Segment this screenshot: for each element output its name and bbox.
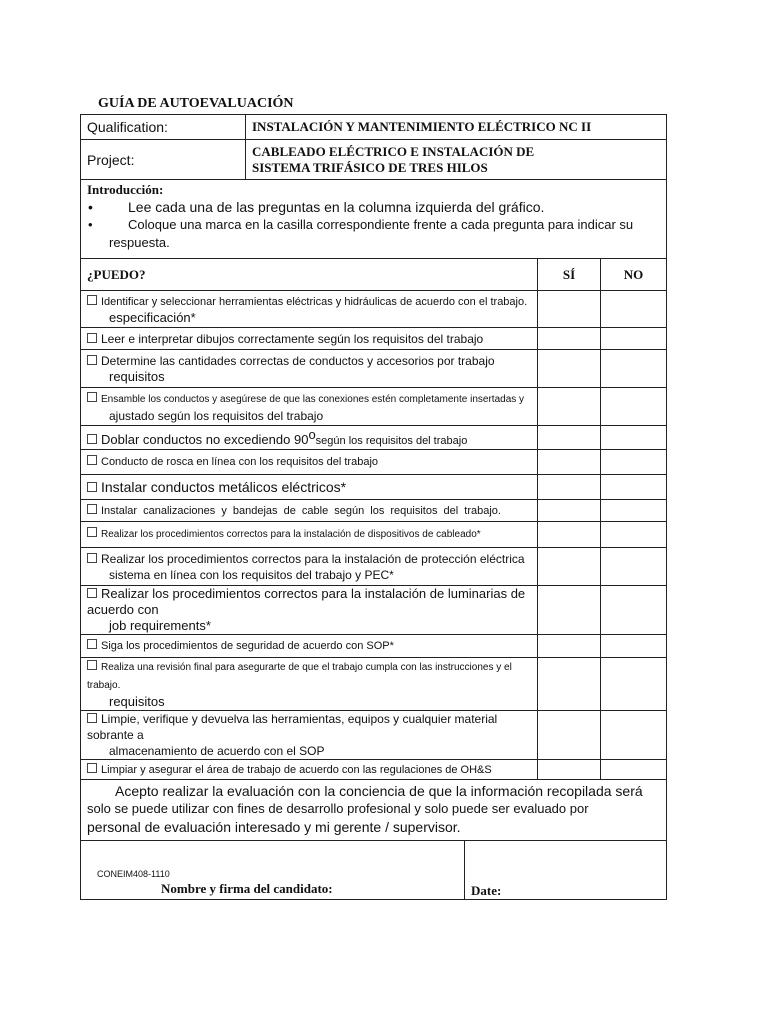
question-text: Determine las cantidades correctas de conductos y accesorios por trabajo	[101, 353, 495, 368]
no-answer-cell[interactable]	[601, 711, 667, 760]
question-text-continuation: ajustado según los requisitos del trabajo	[109, 408, 324, 423]
intro-item-1-text: Lee cada una de las preguntas en la columna izquierda del gráfico.	[128, 199, 545, 215]
header-no: NO	[601, 259, 667, 291]
no-answer-cell[interactable]	[601, 760, 667, 780]
question-text: Instalar conductos metálicos eléctricos*	[101, 479, 347, 495]
question-text: Leer e interpretar dibujos correctamente según los requisitos del trabajo	[101, 331, 484, 346]
question-text: Ensamble los conductos y asegúrese de que las conexiones estén completamente insertadas y	[101, 393, 525, 405]
question-text-continuation: requisitos	[109, 368, 165, 384]
project-value	[246, 140, 667, 180]
question-cell	[81, 350, 538, 388]
question-text: Realizar los procedimientos correctos para la instalación de protección eléctrica	[101, 551, 525, 566]
question-cell	[81, 522, 538, 548]
question-cell	[81, 291, 538, 328]
table-row	[81, 711, 667, 760]
document-title: GUÍA DE AUTOEVALUACIÓN	[98, 96, 294, 111]
table-row	[81, 450, 667, 475]
date-field[interactable]	[465, 841, 667, 900]
question-text: Realizar los procedimientos correctos para la instalación de luminarias de acuerdo con	[87, 586, 526, 617]
intro-cell	[81, 180, 667, 259]
question-text-continuation: sistema en línea con los requisitos del trabajo y PEC*	[109, 567, 394, 582]
question-cell	[81, 475, 538, 500]
question-text-continuation: especificación*	[109, 309, 196, 325]
no-answer-cell[interactable]	[601, 500, 667, 522]
question-text-continuation: job requirements*	[109, 618, 211, 633]
header-question: ¿PUEDO?	[81, 259, 538, 291]
consent-line-2: solo se puede utilizar con fines de desarrollo profesional y solo puede ser evaluado por	[87, 801, 589, 816]
table-row	[81, 291, 667, 328]
no-answer-cell[interactable]	[601, 658, 667, 711]
intro-item-2	[87, 216, 660, 234]
yes-answer-cell[interactable]	[538, 475, 601, 500]
yes-answer-cell[interactable]	[538, 548, 601, 586]
candidate-signature-label: Nombre y firma del candidato:	[161, 881, 333, 896]
intro-item-2-continuation: respuesta.	[109, 235, 170, 250]
no-answer-cell[interactable]	[601, 426, 667, 450]
qualification-row	[81, 115, 667, 140]
question-cell	[81, 548, 538, 586]
footer-code: CONEIM408-1110	[97, 869, 170, 879]
degree-superscript: o	[308, 426, 316, 442]
checkbox-icon	[87, 455, 97, 465]
no-answer-cell[interactable]	[601, 548, 667, 586]
project-label: Project:	[81, 140, 246, 180]
question-cell	[81, 426, 538, 450]
question-text: Limpie, verifique y devuelva las herramientas, equipos y cualquier material sobrante a	[87, 712, 498, 742]
no-answer-cell[interactable]	[601, 522, 667, 548]
question-cell	[81, 450, 538, 475]
checkbox-icon	[87, 482, 97, 492]
table-row	[81, 760, 667, 780]
question-cell	[81, 711, 538, 760]
no-answer-cell[interactable]	[601, 350, 667, 388]
question-cell	[81, 586, 538, 635]
date-label: Date:	[471, 883, 502, 898]
question-cell	[81, 760, 538, 780]
checkbox-icon	[87, 588, 97, 598]
checkbox-icon	[87, 763, 97, 773]
table-row	[81, 586, 667, 635]
yes-answer-cell[interactable]	[538, 711, 601, 760]
table-row	[81, 388, 667, 426]
yes-answer-cell[interactable]	[538, 522, 601, 548]
consent-line-1: Acepto realizar la evaluación con la conciencia de que la información recopilada será	[115, 783, 643, 799]
no-answer-cell[interactable]	[601, 450, 667, 475]
question-cell	[81, 500, 538, 522]
bullet-icon: •	[88, 217, 93, 232]
project-row	[81, 140, 667, 180]
no-answer-cell[interactable]	[601, 291, 667, 328]
question-text: Identificar y seleccionar herramientas eléctricas y hidráulicas de acuerdo con el trabajo.	[101, 295, 528, 308]
checkbox-icon	[87, 355, 97, 365]
checkbox-icon	[87, 295, 97, 305]
question-cell	[81, 328, 538, 350]
table-header-row	[81, 259, 667, 291]
checkbox-icon	[87, 392, 97, 402]
checkbox-icon	[87, 639, 97, 649]
checkbox-icon	[87, 504, 97, 514]
question-text: Realizar los procedimientos correctos para la instalación de dispositivos de cableado*	[101, 528, 481, 540]
table-row	[81, 635, 667, 658]
yes-answer-cell[interactable]	[538, 350, 601, 388]
no-answer-cell[interactable]	[601, 586, 667, 635]
table-row	[81, 548, 667, 586]
question-text-continuation: requisitos	[109, 694, 165, 709]
question-cell	[81, 658, 538, 711]
yes-answer-cell[interactable]	[538, 635, 601, 658]
yes-answer-cell[interactable]	[538, 450, 601, 475]
question-text: Realiza una revisión final para asegurarte de que el trabajo cumpla con las instrucciones y el trabajo.	[87, 662, 512, 691]
table-row	[81, 350, 667, 388]
self-assessment-form	[80, 114, 667, 900]
question-text: Instalar canalizaciones y bandejas de cable según los requisitos del trabajo.	[101, 504, 501, 517]
yes-answer-cell[interactable]	[538, 500, 601, 522]
yes-answer-cell[interactable]	[538, 388, 601, 426]
no-answer-cell[interactable]	[601, 388, 667, 426]
yes-answer-cell[interactable]	[538, 658, 601, 711]
yes-answer-cell[interactable]	[538, 586, 601, 635]
table-row	[81, 475, 667, 500]
intro-item-2-text: Coloque una marca en la casilla correspondiente frente a cada pregunta para indicar su	[128, 217, 634, 232]
yes-answer-cell[interactable]	[538, 328, 601, 350]
question-text: Conducto de rosca en línea con los requisitos del trabajo	[101, 456, 379, 468]
checkbox-icon	[87, 713, 97, 723]
project-value-line1: CABLEADO ELÉCTRICO E INSTALACIÓN DE	[252, 143, 535, 159]
table-row	[81, 426, 667, 450]
question-cell	[81, 635, 538, 658]
qualification-label: Qualification:	[81, 115, 246, 140]
consent-statement	[81, 780, 667, 841]
intro-row	[81, 180, 667, 259]
no-answer-cell[interactable]	[601, 635, 667, 658]
question-text: Siga los procedimientos de seguridad de acuerdo con SOP*	[101, 640, 394, 652]
no-answer-cell[interactable]	[601, 328, 667, 350]
header-yes: SÍ	[538, 259, 601, 291]
qualification-value: INSTALACIÓN Y MANTENIMIENTO ELÉCTRICO NC II	[246, 115, 667, 140]
project-value-line2: SISTEMA TRIFÁSICO DE TRES HILOS	[252, 159, 488, 175]
consent-row	[81, 780, 667, 841]
checkbox-icon	[87, 434, 97, 444]
question-text-continuation: almacenamiento de acuerdo con el SOP	[109, 744, 325, 758]
checkbox-icon	[87, 553, 97, 563]
consent-line-3: personal de evaluación interesado y mi gerente / supervisor.	[87, 819, 461, 835]
intro-item-1	[87, 198, 660, 216]
intro-heading: Introducción:	[87, 182, 164, 197]
table-row	[81, 658, 667, 711]
bullet-icon: •	[88, 199, 93, 215]
question-text: Doblar conductos no excediendo 90	[101, 431, 309, 447]
question-cell	[81, 388, 538, 426]
checkbox-icon	[87, 660, 97, 670]
question-text-tail: según los requisitos del trabajo	[315, 434, 468, 447]
no-answer-cell[interactable]	[601, 475, 667, 500]
question-text: Limpiar y asegurar el área de trabajo de acuerdo con las regulaciones de OH&S	[101, 763, 492, 776]
checkbox-icon	[87, 527, 97, 537]
yes-answer-cell[interactable]	[538, 426, 601, 450]
checkbox-icon	[87, 333, 97, 343]
table-row	[81, 500, 667, 522]
yes-answer-cell[interactable]	[538, 291, 601, 328]
yes-answer-cell[interactable]	[538, 760, 601, 780]
table-row	[81, 328, 667, 350]
table-row	[81, 522, 667, 548]
